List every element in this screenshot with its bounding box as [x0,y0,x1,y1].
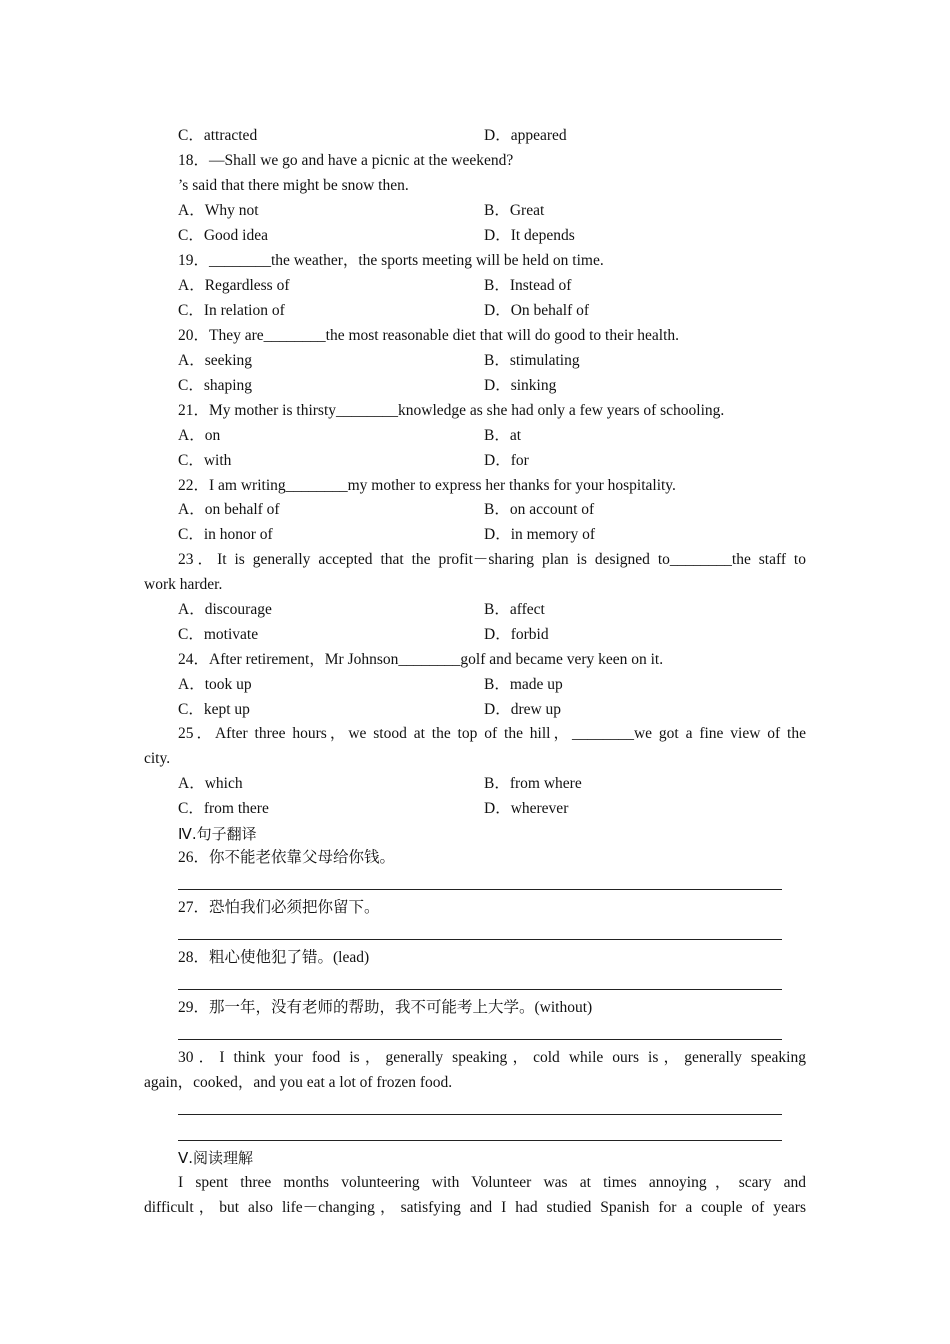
q25-stem-line2: city. [144,750,171,767]
q30-prompt-line2: again，cooked，and you eat a lot of frozen food. [144,1074,453,1091]
q19-option-d: D．On behalf of [484,302,590,319]
section-heading-translation: Ⅳ.句子翻译 [178,825,257,843]
q25-option-c: C．from there [178,800,269,817]
q19-stem: 19．________the weather，the sports meeting will be held on time. [178,252,604,269]
q24-option-d: D．drew up [484,701,562,718]
q25-option-d: D．wherever [484,800,569,817]
q25-stem-line1: 25．After three hours，we stood at the top of the hill，________we got a fine view of the [178,725,806,742]
q22-stem: 22．I am writing________my mother to express her thanks for your hospitality. [178,477,676,494]
section-heading-reading: Ⅴ.阅读理解 [178,1149,254,1167]
reading-passage-line2: difficult，but also life－changing，satisfying and I had studied Spanish for a couple of years [144,1199,806,1216]
q23-option-a: A．discourage [178,601,272,618]
q21-option-a: A．on [178,427,221,444]
q29-prompt: 29．那一年，没有老师的帮助，我不可能考上大学。(without) [178,999,593,1016]
q17-option-d: D．appeared [484,127,567,144]
q22-option-d: D．in memory of [484,526,596,543]
reading-passage-line1: I spent three months volunteering with Volunteer was at times annoying，scary and [178,1174,806,1191]
q20-stem: 20．They are________the most reasonable diet that will do good to their health. [178,327,680,344]
q30-prompt-line1: 30．I think your food is，generally speaking，cold while ours is，generally speaking [178,1049,806,1066]
q19-option-b: B．Instead of [484,277,572,294]
q28-answer-line [178,989,782,990]
q23-option-c: C．motivate [178,626,259,643]
q21-option-d: D．for [484,452,529,469]
q20-option-b: B．stimulating [484,352,580,369]
q30-answer-line-2 [178,1140,782,1141]
q22-option-c: C．in honor of [178,526,273,543]
q17-option-c: C．attracted [178,127,258,144]
q24-option-c: C．kept up [178,701,250,718]
q18-stem: 18．—Shall we go and have a picnic at the weekend? [178,152,514,169]
q20-option-a: A．seeking [178,352,253,369]
q22-option-a: A．on behalf of [178,501,280,518]
q23-option-d: D．forbid [484,626,549,643]
q30-answer-line-1 [178,1114,782,1115]
q18-option-d: D．It depends [484,227,575,244]
q18-option-c: C．Good idea [178,227,268,244]
q20-option-d: D．sinking [484,377,557,394]
q24-option-b: B．made up [484,676,563,693]
q22-option-b: B．on account of [484,501,595,518]
q27-prompt: 27．恐怕我们必须把你留下。 [178,899,380,916]
q23-stem-line2: work harder. [144,576,223,593]
q24-stem: 24．After retirement，Mr Johnson________golf and became very keen on it. [178,651,664,668]
q18-option-b: B．Great [484,202,545,219]
q21-stem: 21．My mother is thirsty________knowledge as she had only a few years of schooling. [178,402,725,419]
q25-option-a: A．which [178,775,243,792]
q21-option-c: C．with [178,452,232,469]
q26-prompt: 26．你不能老依靠父母给你钱。 [178,849,396,866]
q20-option-c: C．shaping [178,377,253,394]
q29-answer-line [178,1039,782,1040]
q21-option-b: B．at [484,427,522,444]
q25-option-b: B．from where [484,775,582,792]
q23-option-b: B．affect [484,601,545,618]
q19-option-c: C．In relation of [178,302,285,319]
q18-option-a: A．Why not [178,202,259,219]
q23-stem-line1: 23．It is generally accepted that the profit－sharing plan is designed to________the staff to [178,551,806,568]
q18-reply: ’s said that there might be snow then. [178,177,409,194]
q28-prompt: 28．粗心使他犯了错。(lead) [178,949,370,966]
q26-answer-line [178,889,782,890]
q24-option-a: A．took up [178,676,252,693]
q27-answer-line [178,939,782,940]
q19-option-a: A．Regardless of [178,277,290,294]
